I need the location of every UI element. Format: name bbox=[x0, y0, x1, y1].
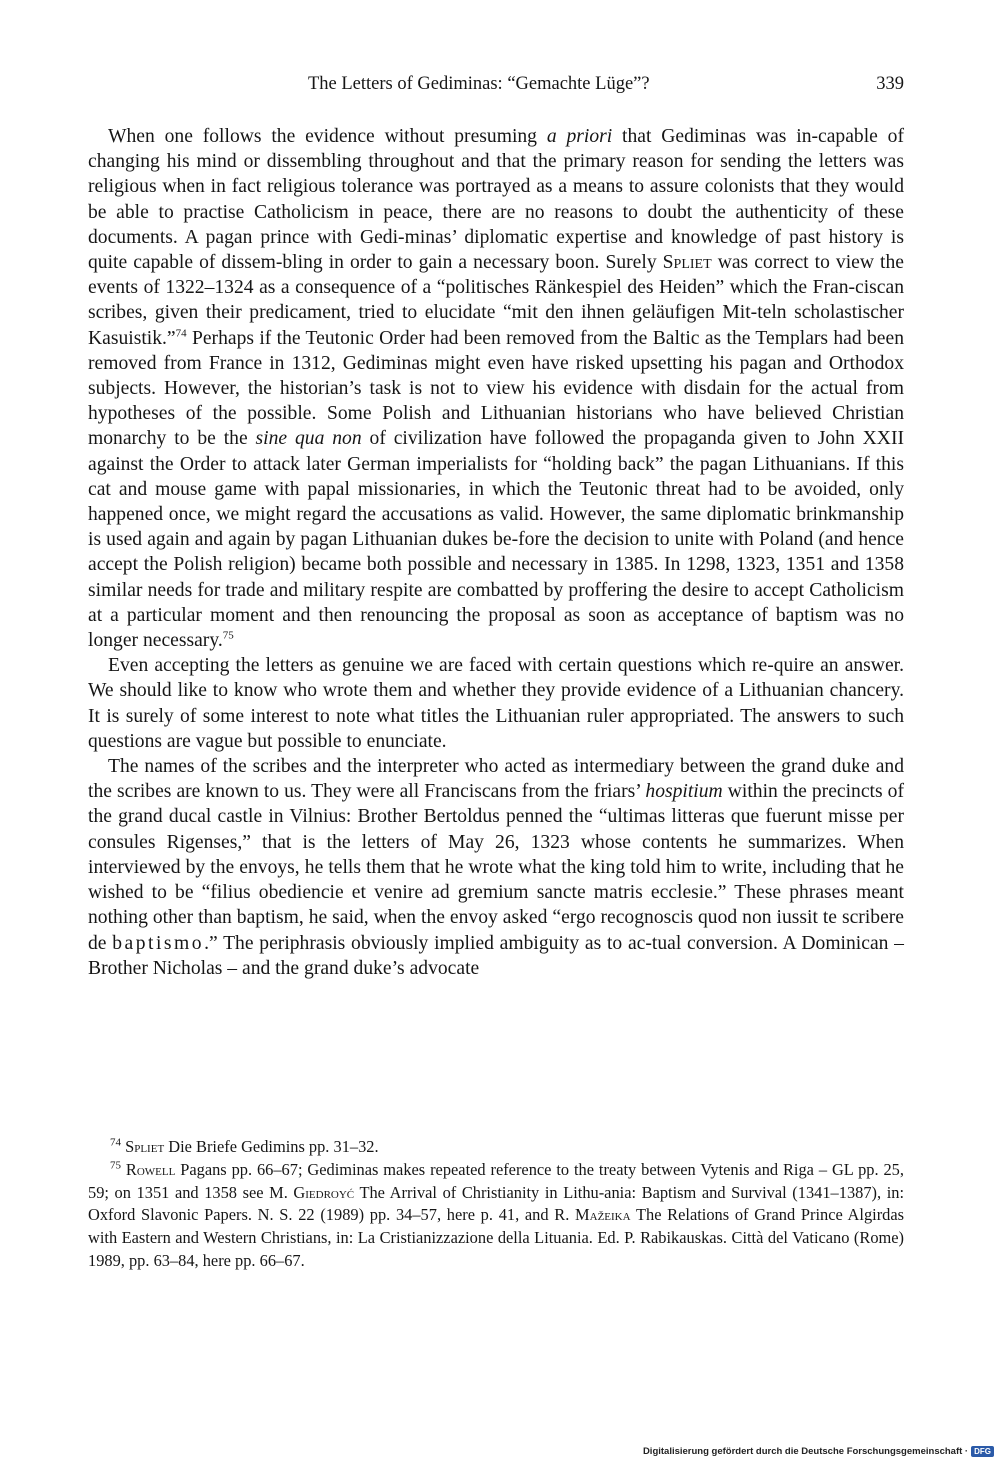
spaced-term: baptismo bbox=[112, 932, 205, 954]
main-text bbox=[88, 124, 904, 981]
digitization-notice bbox=[643, 1446, 994, 1457]
text-run: The names of the scribes and the interpreter who acted as intermediary between the grand duke and the scribes are known to us. They were all Franciscans from the friars’ bbox=[88, 756, 904, 803]
digitization-text: Digitalisierung gefördert durch die Deutsche Forschungsgemeinschaft · bbox=[642, 1446, 969, 1457]
footnote-text: The Relations of Grand Prince Algirdas with Eastern and Western Christians, in: La Cristianizzazione della Lituania. Ed. P. Rabikauskas. Città del Vaticano (Rome) 1989, pp. 63–84, here pp. 66–67. bbox=[88, 1205, 905, 1270]
author-name: Giedroyć bbox=[293, 1182, 355, 1202]
footnote-text: Pagans pp. 66–67; Gediminas makes repeated reference to the treaty between Vytenis and Riga – GL pp. 25, 59; on 1351 and 1358 see M. bbox=[88, 1159, 904, 1202]
text-run: that Gediminas was in-capable of changing his mind or dissembling throughout and that the primary reason for sending the letters was religious when in fact religious tolerance was portrayed as a means to assure colonists that they would be able to practise Catholicism in peace, there are no reasons to doubt the authenticity of these documents. A pagan prince with Gedi-minas’ diplomatic expertise and knowledge of past history is quite capable of dissem-bling in order to gain a necessary boon. Surely bbox=[88, 126, 904, 274]
running-header bbox=[88, 74, 904, 100]
italic-term: sine qua non bbox=[255, 428, 362, 450]
dfg-logo-icon: DFG bbox=[971, 1446, 994, 1457]
paragraph-3 bbox=[88, 754, 904, 981]
footnotes bbox=[88, 1136, 904, 1273]
footnote-number: 74 bbox=[110, 1136, 121, 1149]
text-run: When one follows the evidence without presuming bbox=[108, 126, 547, 147]
footnote-text: Die Briefe Gedimins pp. 31–32. bbox=[164, 1137, 379, 1156]
author-name: Spliet bbox=[662, 252, 712, 274]
footnote-text: The Arrival of Christianity in Lithu-ania: Baptism and Survival (1341–1387), in: Oxford Slavonic Papers. N. S. 22 (1989) pp. 34–57, here p. 41, and R. bbox=[88, 1182, 904, 1225]
paragraph-2: Even accepting the letters as genuine we are faced with certain questions which re-quire an answer. We should like to know who wrote them and whether they provide evidence of a Lithuanian chancery. It is surely of some interest to note what titles the Lithuanian ruler appropriated. The answers to such questions are vague but possible to enunciate. bbox=[88, 655, 904, 752]
text-run: Perhaps if the Teutonic Order had been removed from the Baltic as the Templars had been removed from France in 1312, Gediminas might even have risked upsetting his pagan and Orthodox subjects. However, the historian’s task is not to view his evidence with disdain for the actual from hypotheses of the possible. Some Polish and Lithuanian historians who have believed Christian monarchy to be the bbox=[88, 327, 904, 450]
page-number: 339 bbox=[876, 74, 904, 94]
author-name: Mažeika bbox=[575, 1205, 631, 1225]
text-run: was correct to view the events of 1322–1324 as a consequence of a “politisches Ränkespiel des Heiden” which the Fran-ciscan scribes, given their predicament, tried to elucidate “mit den ihnen geläufigen Mit-teln scholastischer Kasuistik.” bbox=[88, 252, 904, 349]
italic-term: a priori bbox=[546, 126, 613, 147]
author-name: Rowell bbox=[125, 1159, 176, 1179]
italic-term: hospitium bbox=[645, 781, 723, 803]
footnote-ref-75[interactable]: 75 bbox=[222, 629, 234, 642]
text-run: .” The periphrasis obviously implied ambiguity as to ac-tual conversion. A Dominican – Brother Nicholas – and the grand duke’s advocate bbox=[88, 932, 904, 979]
footnote-75 bbox=[88, 1159, 904, 1273]
text-run: of civilization have followed the propaganda given to John XXII against the Order to attack later German imperialists for “holding back” the pagan Lithuanians. If this cat and mouse game with papal missionaries, in which the Teutonic threat had to be avoided, only happened once, we might regard the accusations as valid. However, the same diplomatic brinkmanship is used again and again by pagan Lithuanian dukes be-fore the decision to unite with Poland (and hence accept the Polish religion) became both possible and necessary in 1385. In 1298, 1323, 1351 and 1358 similar needs for trade and military respite are combatted by proffering the desire to accept Catholicism at a particular moment and then renouncing the proposal as soon as acceptance of baptism was no longer necessary. bbox=[88, 428, 904, 652]
text-run: within the precincts of the grand ducal castle in Vilnius: Brother Bertoldus penned the “ultimas litteras que fuerunt misse per consules Rigenses,” that is the letters of May 26, 1323 whose contents he summarizes. When interviewed by the envoys, he tells them that he wrote what the king told him to write, including that he wished to be “filius obediencie et venire ad gremium sancte matris ecclesie.” These phrases meant nothing other than baptism, he said, when the envoy asked “ergo recognoscis quod non iussit te scribere de bbox=[88, 781, 904, 954]
footnote-number: 75 bbox=[110, 1159, 121, 1172]
footnote-ref-74[interactable]: 74 bbox=[175, 327, 187, 340]
footnote-74 bbox=[88, 1136, 904, 1159]
paragraph-1 bbox=[88, 124, 904, 653]
author-name: Spliet bbox=[125, 1137, 165, 1156]
running-title: The Letters of Gediminas: “Gemachte Lüge”? bbox=[308, 74, 650, 94]
